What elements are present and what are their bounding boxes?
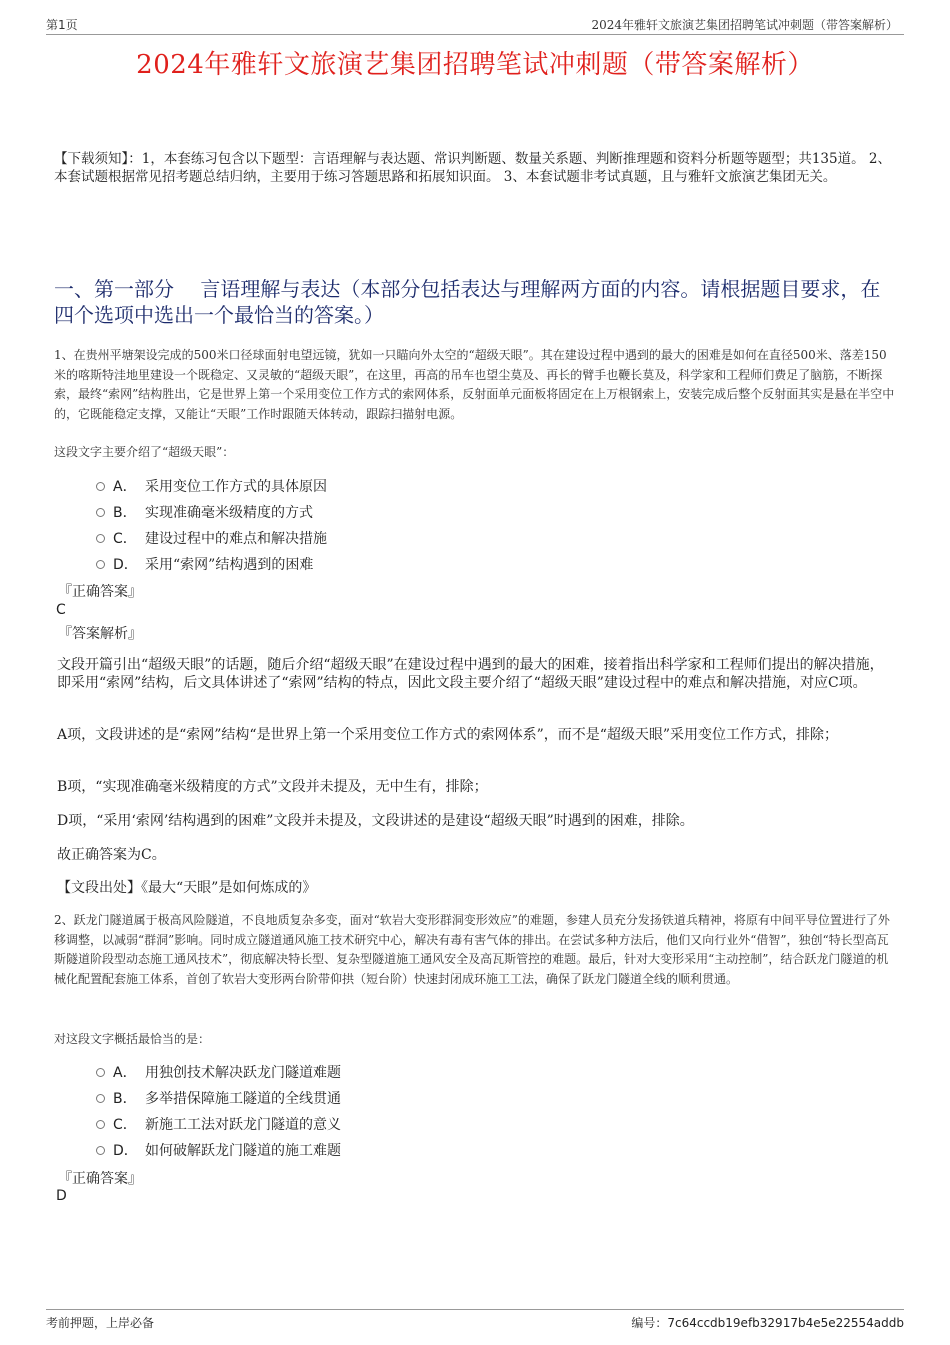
page-header	[46, 14, 904, 35]
option-b[interactable]	[96, 1085, 341, 1111]
option-a[interactable]	[96, 473, 327, 499]
option-key: C．	[113, 1117, 137, 1133]
option-text: 多举措保障施工隧道的全线贯通	[145, 1091, 341, 1107]
answer-label: 『正确答案』	[58, 584, 142, 600]
analysis-paragraph: D项，“采用‘索网’结构遇到的困难”文段并未提及，文段讲述的是建设“超级天眼”时遇到的困难，排除。	[57, 813, 694, 829]
download-notice: 【下载须知】：1，本套练习包含以下题型：言语理解与表达题、常识判断题、数量关系题、判断推理题和资料分析题等题型；共135道。 2、本套试题根据常见招考题总结归纳，主要用于练习答题思路和拓展知识面。 3、本套试题非考试真题，且与雅轩文旅演艺集团无关。	[54, 151, 891, 185]
radio-icon[interactable]	[96, 1068, 105, 1077]
radio-icon[interactable]	[96, 1146, 105, 1155]
option-text: 采用“索网”结构遇到的困难	[145, 557, 314, 573]
option-text: 采用变位工作方式的具体原因	[145, 479, 327, 495]
option-a[interactable]	[96, 1059, 341, 1085]
radio-icon[interactable]	[96, 508, 105, 517]
question-2-prompt: 对这段文字概括最恰当的是：	[54, 1032, 211, 1046]
footer-slogan: 考前押题，上岸必备	[46, 1316, 155, 1330]
document-title: 2024年雅轩文旅演艺集团招聘笔试冲刺题（带答案解析）	[136, 50, 814, 80]
answer-value: D	[56, 1188, 67, 1204]
page-footer	[46, 1309, 904, 1330]
question-1-text: 1、在贵州平塘架设完成的500米口径球面射电望远镜，犹如一只瞄向外太空的“超级天眼”。其在建设过程中遇到的最大的困难是如何在直径500米、落差150米的喀斯特洼地里建设一个既稳定、又灵敏的“超级天眼”，在这里，再高的吊车也望尘莫及、再长的臂手也鞭长莫及，科学家和工程师们费足了脑筋，不断探索，最终“索网”结构胜出，它是世界上第一个采用变位工作方式的索网体系，反射面单元面板将固定在上万根钢索上，安装完成后整个反射面其实是悬在半空中的，它既能稳定支撑，又能让“天眼”工作时跟随天体转动，跟踪扫描射电源。	[54, 348, 895, 421]
option-text: 建设过程中的难点和解决措施	[145, 531, 327, 547]
document-id: 编号：7c64ccdb19efb32917b4e5e22554addb	[631, 1316, 904, 1330]
question-2-options	[96, 1059, 341, 1163]
option-key: A．	[113, 479, 137, 495]
option-c[interactable]	[96, 1111, 341, 1137]
option-key: D．	[113, 1143, 138, 1159]
header-doc-title: 2024年雅轩文旅演艺集团招聘笔试冲刺题（带答案解析）	[591, 18, 898, 32]
analysis-paragraph: A项，文段讲述的是“索网”结构“是世界上第一个采用变位工作方式的索网体系”，而不是“超级天眼”采用变位工作方式，排除；	[57, 727, 839, 743]
option-key: C．	[113, 531, 137, 547]
option-d[interactable]	[96, 551, 327, 577]
answer-value: C	[56, 602, 66, 618]
analysis-paragraph: B项，“实现准确毫米级精度的方式”文段并未提及，无中生有，排除；	[57, 779, 488, 795]
radio-icon[interactable]	[96, 1094, 105, 1103]
analysis-conclusion: 故正确答案为C。	[57, 847, 166, 863]
option-text: 新施工工法对跃龙门隧道的意义	[145, 1117, 341, 1133]
analysis-paragraph: 文段开篇引出“超级天眼”的话题，随后介绍“超级天眼”在建设过程中遇到的最大的困难，接着指出科学家和工程师们提出的解决措施，即采用“索网”结构，后文具体讲述了“索网”结构的特点，因此文段主要介绍了“超级天眼”建设过程中的难点和解决措施，对应C项。	[57, 657, 884, 691]
option-text: 实现准确毫米级精度的方式	[145, 505, 313, 521]
option-key: A．	[113, 1065, 137, 1081]
answer-label: 『正确答案』	[58, 1171, 142, 1187]
radio-icon[interactable]	[96, 1120, 105, 1129]
radio-icon[interactable]	[96, 534, 105, 543]
option-text: 用独创技术解决跃龙门隧道难题	[145, 1065, 341, 1081]
radio-icon[interactable]	[96, 482, 105, 491]
question-2-text: 2、跃龙门隧道属于极高风险隧道，不良地质复杂多变，面对“软岩大变形群洞变形效应”的难题，参建人员充分发扬铁道兵精神，将原有中间平导位置进行了外移调整，以减弱“群洞”影响。同时成立隧道通风施工技术研究中心，解决有毒有害气体的排出。在尝试多种方法后，他们又向行业外“借智”，独创“特长型高瓦斯隧道阶段型动态施工通风技术”，彻底解决特长型、复杂型隧道施工通风安全及高瓦斯管控的难题。最后，针对大变形采用“主动控制”，结合跃龙门隧道的机械化配置配套施工体系，首创了软岩大变形两台阶带仰拱（短台阶）快速封闭成环施工工法，确保了跃龙门隧道全线的顺利贯通。	[54, 913, 890, 986]
section-title: 一、第一部分 言语理解与表达（本部分包括表达与理解两方面的内容。请根据题目要求，在四个选项中选出一个最恰当的答案。）	[54, 277, 881, 327]
option-key: D．	[113, 557, 138, 573]
option-text: 如何破解跃龙门隧道的施工难题	[145, 1143, 341, 1159]
option-key: B．	[113, 1091, 137, 1107]
option-key: B．	[113, 505, 137, 521]
question-1-prompt: 这段文字主要介绍了“超级天眼”：	[54, 445, 235, 459]
radio-icon[interactable]	[96, 560, 105, 569]
option-b[interactable]	[96, 499, 327, 525]
page-number: 第1页	[46, 18, 78, 32]
question-1-options	[96, 473, 327, 577]
option-c[interactable]	[96, 525, 327, 551]
option-d[interactable]	[96, 1137, 341, 1163]
text-source: 【文段出处】《最大“天眼”是如何炼成的》	[57, 880, 317, 896]
analysis-label: 『答案解析』	[58, 626, 142, 642]
